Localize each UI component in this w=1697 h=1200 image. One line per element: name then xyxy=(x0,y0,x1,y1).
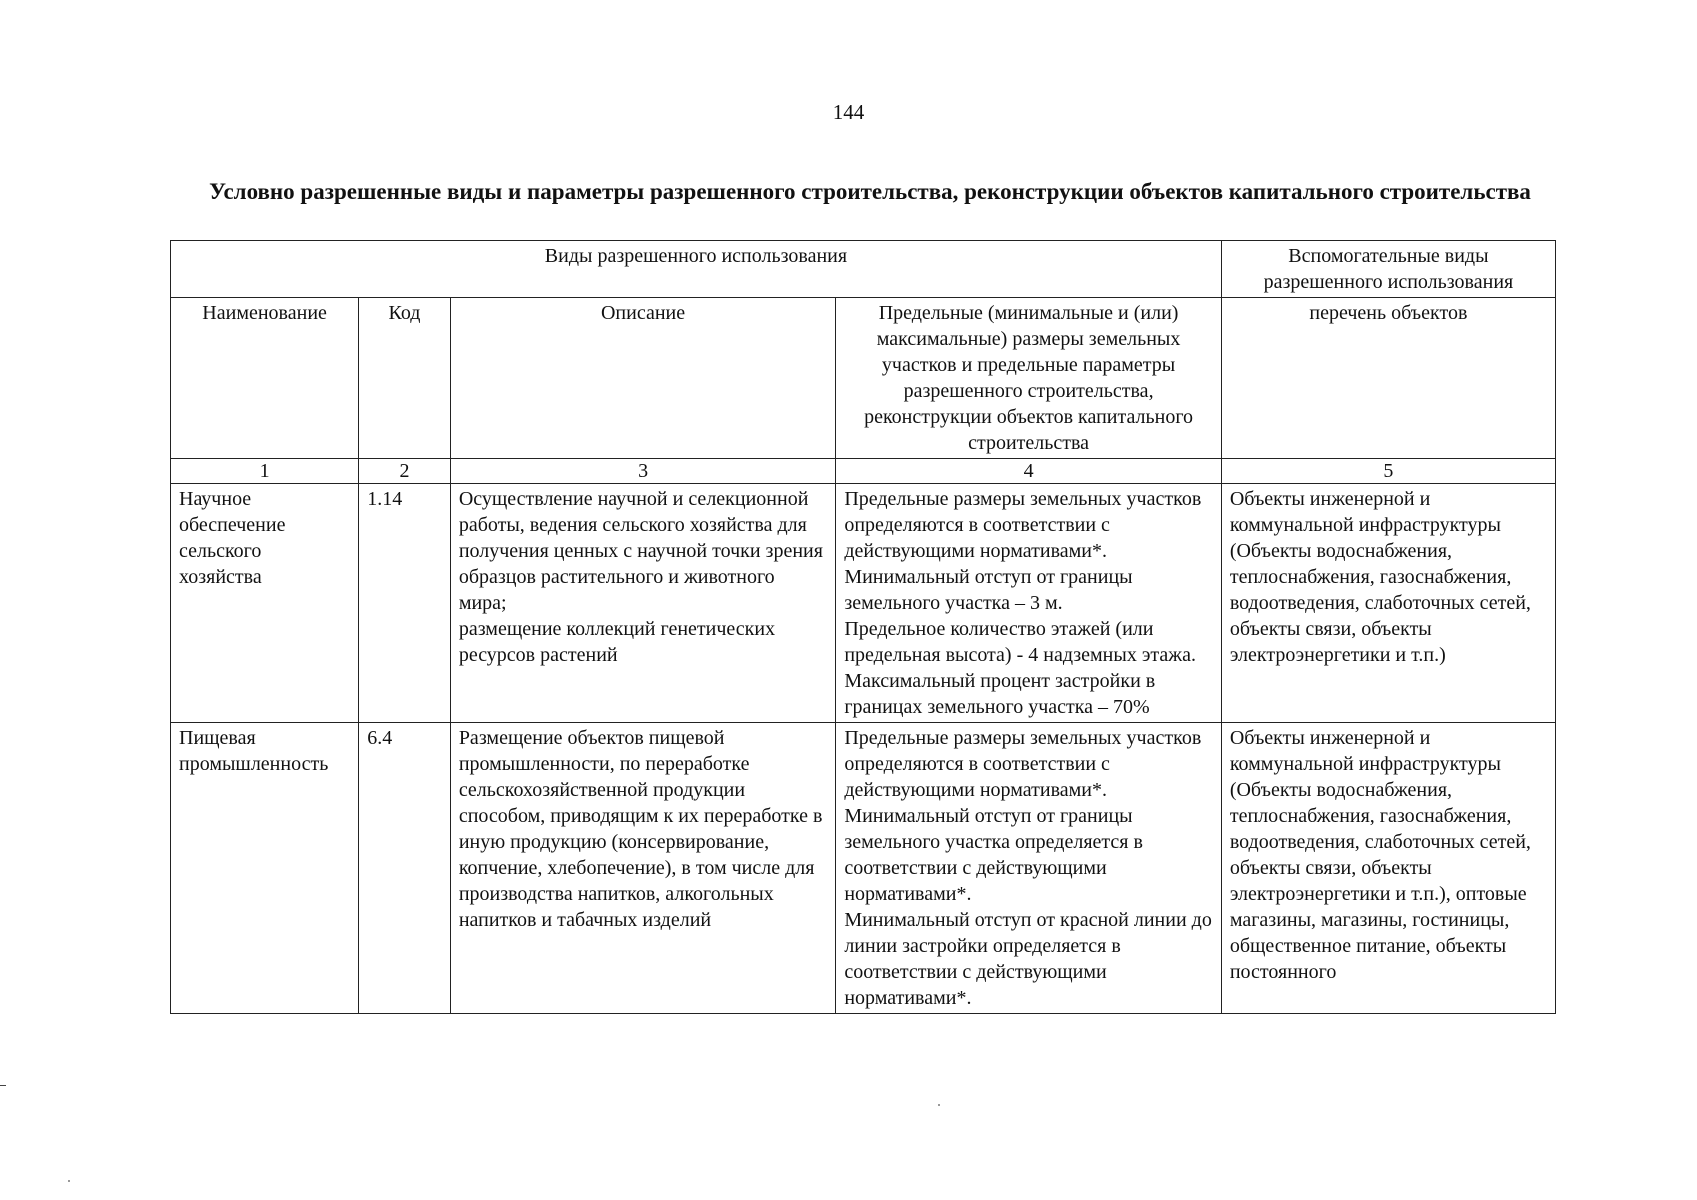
page-number: 144 xyxy=(832,100,865,124)
scan-margin-mark xyxy=(0,1085,6,1086)
permitted-use-table xyxy=(170,240,1556,1014)
row-name-cell: Пищевая промышленность xyxy=(171,723,359,1014)
column-number: 3 xyxy=(450,459,836,484)
column-header-row xyxy=(171,298,1556,459)
row-objects-cell: Объекты инженерной и коммунальной инфраструктуры (Объекты водоснабжения, теплоснабжения, газоснабжения, водоотведения, слаботочных сетей, объекты связи, объекты электроэнергетики и т.п.), оптовые магазины, магазины, гостиницы, общественное питание, объекты постоянного xyxy=(1221,723,1555,1014)
column-number-row xyxy=(171,459,1556,484)
row-limits-cell: Предельные размеры земельных участков определяются в соответствии с действующими нормативами*. Минимальный отступ от границы земельного участка – 3 м. Предельное количество этажей (или предельная высота) - 4 надземных этажа. Максимальный процент застройки в границах земельного участка – 70% xyxy=(836,484,1222,723)
column-header-name: Наименование xyxy=(171,298,359,459)
column-number: 2 xyxy=(359,459,451,484)
row-name-cell: Научное обеспечение сельского хозяйства xyxy=(171,484,359,723)
row-description-cell: Размещение объектов пищевой промышленности, по переработке сельскохозяйственной продукции способом, приводящим к их переработке в иную продукцию (консервирование, копчение, хлебопечение), в том числе для производства напитков, алкогольных напитков и табачных изделий xyxy=(450,723,836,1014)
table-row xyxy=(171,723,1556,1014)
column-header-limits: Предельные (минимальные и (или) максимальные) размеры земельных участков и предельные параметры разрешенного строительства, реконструкции объектов капитального строительства xyxy=(836,298,1222,459)
group-header-main: Виды разрешенного использования xyxy=(171,241,1222,298)
column-number: 1 xyxy=(171,459,359,484)
row-objects-cell: Объекты инженерной и коммунальной инфраструктуры (Объекты водоснабжения, теплоснабжения, газоснабжения, водоотведения, слаботочных сетей, объекты связи, объекты электроэнергетики и т.п.) xyxy=(1221,484,1555,723)
group-header-row xyxy=(171,241,1556,298)
column-header-code: Код xyxy=(359,298,451,459)
document-title: Условно разрешенные виды и параметры разрешенного строительства, реконструкции объектов капитального строительства xyxy=(209,179,1531,204)
row-limits-cell: Предельные размеры земельных участков определяются в соответствии с действующими нормативами*. Минимальный отступ от границы земельного участка определяется в соответствии с действующими нормативами*. Минимальный отступ от красной линии до линии застройки определяется в соответствии с действующими нормативами*. xyxy=(836,723,1222,1014)
row-description-cell: Осуществление научной и селекционной работы, ведения сельского хозяйства для получения ценных с научной точки зрения образцов растительного и животного мира; размещение коллекций генетических ресурсов растений xyxy=(450,484,836,723)
row-code-cell: 6.4 xyxy=(359,723,451,1014)
scan-speck xyxy=(938,1104,940,1106)
column-header-objects: перечень объектов xyxy=(1221,298,1555,459)
row-code-cell: 1.14 xyxy=(359,484,451,723)
scan-speck xyxy=(68,1180,70,1182)
column-header-description: Описание xyxy=(450,298,836,459)
table-row xyxy=(171,484,1556,723)
column-number: 4 xyxy=(836,459,1222,484)
column-number: 5 xyxy=(1221,459,1555,484)
group-header-aux: Вспомогательные виды разрешенного использования xyxy=(1221,241,1555,298)
